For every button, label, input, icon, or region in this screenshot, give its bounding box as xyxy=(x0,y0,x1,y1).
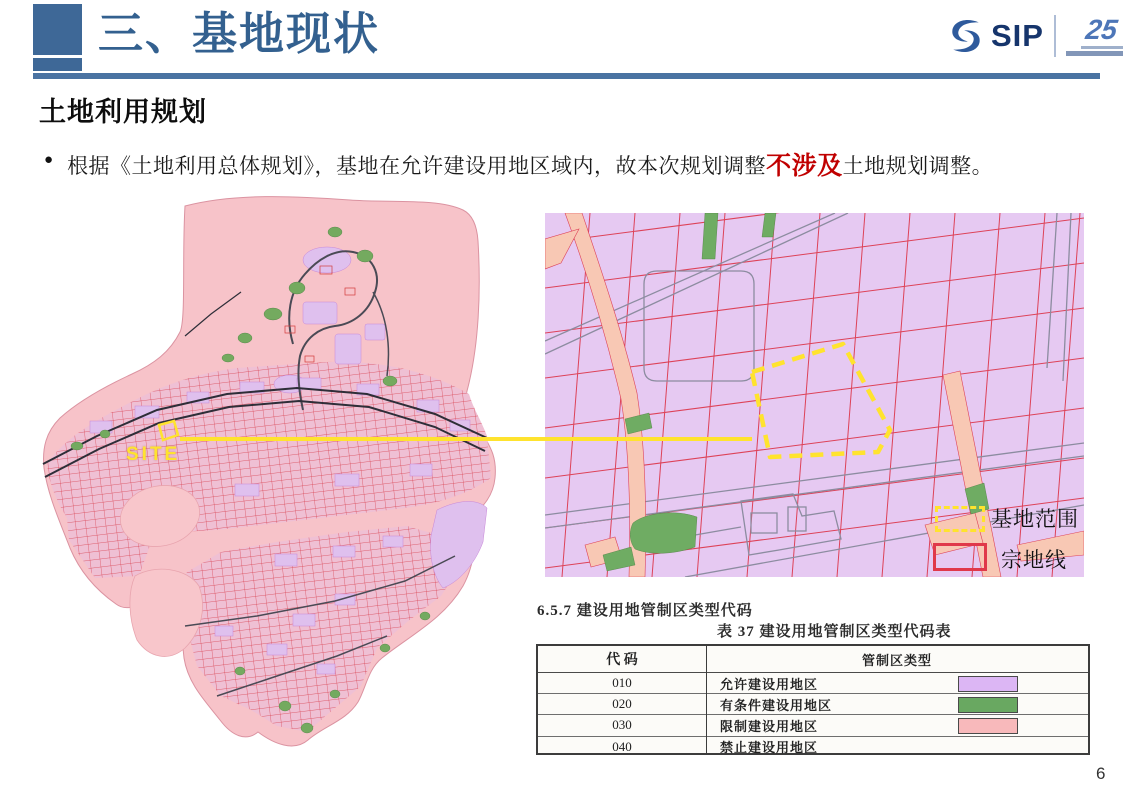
code-table xyxy=(536,644,1090,755)
anniversary-mark xyxy=(1066,16,1123,56)
row-code: 020 xyxy=(612,696,632,712)
bullet-item xyxy=(44,146,993,182)
row-type-label: 允许建设用地区 xyxy=(720,676,819,692)
site-boundary-legend-swatch xyxy=(935,506,985,532)
code-section-heading: 6.5.7 建设用地管制区类型代码 xyxy=(537,603,753,619)
table-row xyxy=(538,736,1088,757)
row-type-label: 禁止建设用地区 xyxy=(720,740,819,756)
header-accent-bar xyxy=(33,58,82,71)
row-code: 040 xyxy=(612,738,632,754)
bullet-text-after: 土地规划调整。 xyxy=(842,155,994,178)
anniversary-microtext xyxy=(1081,46,1123,49)
parcel-line-legend-label: 宗地线 xyxy=(1001,549,1067,572)
logo-divider xyxy=(1054,15,1056,57)
row-type-label: 有条件建设用地区 xyxy=(720,697,833,713)
column-header-code: 代 码 xyxy=(606,653,638,668)
header-accent-square xyxy=(33,4,82,55)
table-header-row xyxy=(538,646,1088,673)
site-boundary-legend-label: 基地范围 xyxy=(991,508,1079,531)
row-code: 010 xyxy=(612,675,632,691)
bullet-text-before: 根据《土地利用总体规划》，基地在允许建设用地区域内，故本次规划调整 xyxy=(67,155,767,178)
column-header-type: 管制区类型 xyxy=(861,652,932,668)
row-code: 030 xyxy=(612,717,632,733)
page-number: 6 xyxy=(1096,764,1106,783)
parcel-line-legend-swatch xyxy=(933,543,987,571)
bullet-marker: ● xyxy=(44,151,54,168)
anniversary-microtext xyxy=(1066,51,1123,56)
table-row xyxy=(538,714,1088,735)
row-type-label: 限制建设用地区 xyxy=(720,718,819,734)
sip-wordmark: SIP xyxy=(991,18,1044,53)
overview-map-image xyxy=(35,196,505,748)
row-type xyxy=(706,673,1088,693)
bullet-emphasis: 不涉及 xyxy=(766,152,843,180)
site-label: SITE xyxy=(126,444,181,465)
header-rule xyxy=(33,73,1100,79)
row-type-swatch xyxy=(958,697,1018,713)
section-subtitle: 土地利用规划 xyxy=(39,97,207,127)
sip-logo xyxy=(946,11,1123,61)
row-type xyxy=(706,737,1088,757)
anniversary-number: 25 xyxy=(1084,14,1120,45)
table-row xyxy=(538,693,1088,714)
page-title: 三、基地现状 xyxy=(98,8,381,59)
row-type-swatch xyxy=(958,676,1018,692)
site-connector-line xyxy=(180,437,752,441)
row-type xyxy=(706,715,1088,735)
sip-swoosh-icon xyxy=(946,16,986,56)
table-row xyxy=(538,673,1088,693)
table-caption: 表 37 建设用地管制区类型代码表 xyxy=(717,624,952,640)
row-type-swatch xyxy=(958,718,1018,734)
row-type xyxy=(706,694,1088,714)
bullet-text xyxy=(67,146,993,182)
